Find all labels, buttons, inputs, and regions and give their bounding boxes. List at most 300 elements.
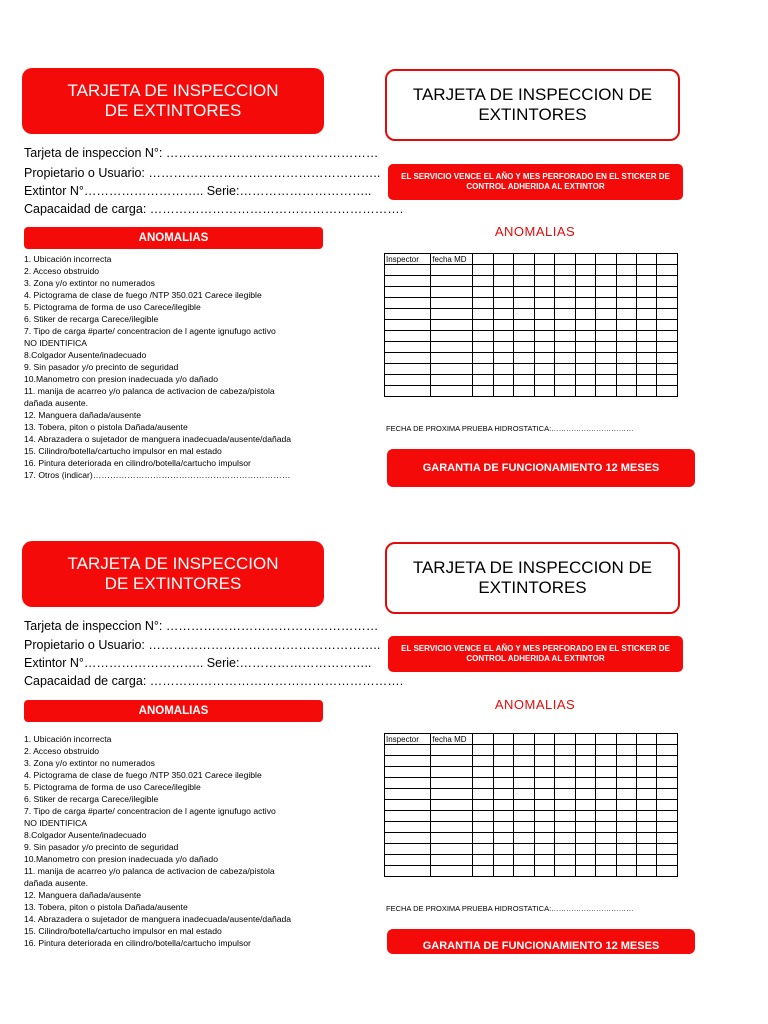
table-cell — [431, 287, 473, 298]
table-cell — [493, 833, 513, 844]
table-cell — [575, 320, 595, 331]
table-cell — [616, 298, 636, 309]
table-cell — [616, 745, 636, 756]
table-cell — [616, 756, 636, 767]
table-cell — [575, 811, 595, 822]
table-cell — [514, 789, 534, 800]
table-cell — [596, 855, 616, 866]
table-cell — [596, 800, 616, 811]
table-cell — [596, 331, 616, 342]
table-cell — [493, 276, 513, 287]
table-cell — [637, 778, 657, 789]
table-cell — [493, 789, 513, 800]
list-item: dañada ausente. — [24, 878, 89, 888]
left-title-banner — [22, 541, 324, 607]
table-cell — [385, 800, 431, 811]
list-item: 2. Acceso obstruido — [24, 266, 100, 276]
table-cell — [473, 320, 493, 331]
list-item: 2. Acceso obstruido — [24, 746, 100, 756]
table-cell — [637, 756, 657, 767]
table-cell — [473, 353, 493, 364]
list-item: 5. Pictograma de forma de uso Carece/ilegible — [24, 782, 201, 792]
table-cell — [431, 386, 473, 397]
table-cell — [385, 276, 431, 287]
table-cell — [514, 276, 534, 287]
table-cell — [514, 756, 534, 767]
table-cell — [534, 309, 554, 320]
list-item: dañada ausente. — [24, 398, 89, 408]
table-cell — [555, 375, 575, 386]
table-cell — [385, 342, 431, 353]
table-cell — [514, 833, 534, 844]
table-cell — [555, 287, 575, 298]
anomalias-bar: ANOMALIAS — [24, 700, 323, 722]
table-cell — [555, 254, 575, 265]
table-cell — [534, 778, 554, 789]
table-cell — [575, 331, 595, 342]
table-cell — [616, 811, 636, 822]
table-row — [385, 353, 678, 364]
table-cell — [431, 811, 473, 822]
table-cell — [514, 375, 534, 386]
table-cell — [575, 298, 595, 309]
table-cell — [493, 855, 513, 866]
table-cell — [514, 265, 534, 276]
list-item: 7. Tipo de carga #parte/ concentracion de l agente ignufugo activo — [24, 326, 276, 336]
table-cell — [616, 833, 636, 844]
table-cell — [385, 265, 431, 276]
table-header-cell: Inspector — [385, 254, 431, 265]
table-cell — [493, 767, 513, 778]
table-cell — [657, 756, 678, 767]
list-item: 15. Cilindro/botella/cartucho impulsor en mal estado — [24, 446, 222, 456]
table-cell — [473, 745, 493, 756]
table-cell — [431, 866, 473, 877]
table-cell — [534, 254, 554, 265]
table-cell — [473, 833, 493, 844]
table-cell — [575, 375, 595, 386]
table-cell — [534, 386, 554, 397]
table-cell — [534, 822, 554, 833]
table-cell — [431, 309, 473, 320]
table-cell — [534, 276, 554, 287]
table-cell — [534, 287, 554, 298]
table-cell — [637, 745, 657, 756]
table-cell — [616, 309, 636, 320]
list-item: 6. Stiker de recarga Carece/ilegible — [24, 314, 159, 324]
table-cell — [657, 331, 678, 342]
table-cell — [596, 298, 616, 309]
table-cell — [473, 800, 493, 811]
table-cell — [493, 844, 513, 855]
table-cell — [431, 822, 473, 833]
table-cell — [385, 767, 431, 778]
table-cell — [385, 778, 431, 789]
table-cell — [637, 844, 657, 855]
table-cell — [555, 364, 575, 375]
table-cell — [616, 844, 636, 855]
table-cell — [637, 822, 657, 833]
table-row — [385, 265, 678, 276]
table-cell — [493, 756, 513, 767]
list-item: NO IDENTIFICA — [24, 818, 88, 828]
table-cell — [637, 364, 657, 375]
table-cell — [555, 800, 575, 811]
table-cell — [534, 855, 554, 866]
table-cell — [575, 844, 595, 855]
table-cell — [514, 800, 534, 811]
table-cell — [657, 778, 678, 789]
table-cell — [514, 866, 534, 877]
table-cell — [555, 276, 575, 287]
list-item: 3. Zona y/o extintor no numerados — [24, 758, 155, 768]
list-item: 11. manija de acarreo y/o palanca de activacion de cabeza/pistola — [24, 386, 275, 396]
table-header-cell: fecha MD — [431, 734, 473, 745]
table-cell — [596, 844, 616, 855]
table-row — [385, 833, 678, 844]
table-cell — [575, 756, 595, 767]
table-cell — [555, 342, 575, 353]
field-propietario: Propietario o Usuario: ……………………………………………….. — [24, 166, 381, 180]
table-cell — [657, 353, 678, 364]
right-title-box — [385, 69, 680, 141]
table-cell — [596, 756, 616, 767]
table-cell — [385, 855, 431, 866]
table-cell — [534, 342, 554, 353]
table-cell — [385, 386, 431, 397]
table-cell — [493, 265, 513, 276]
field-tarjeta: Tarjeta de inspeccion N°: …………………………………………… — [24, 146, 379, 160]
table-cell — [637, 866, 657, 877]
guarantee-banner: GARANTIA DE FUNCIONAMIENTO 12 MESES — [387, 449, 695, 487]
guarantee-banner: GARANTIA DE FUNCIONAMIENTO 12 MESES — [387, 929, 695, 954]
table-cell — [514, 364, 534, 375]
list-item: NO IDENTIFICA — [24, 338, 88, 348]
table-cell — [385, 866, 431, 877]
table-row — [385, 822, 678, 833]
table-cell — [493, 364, 513, 375]
table-cell — [596, 309, 616, 320]
table-cell — [555, 320, 575, 331]
table-cell — [555, 756, 575, 767]
table-cell — [575, 254, 595, 265]
left-title: TARJETA DE INSPECCION DE EXTINTORES — [67, 554, 279, 593]
table-cell — [431, 276, 473, 287]
field-propietario: Propietario o Usuario: ……………………………………………….. — [24, 638, 381, 652]
table-cell — [493, 375, 513, 386]
list-item: 3. Zona y/o extintor no numerados — [24, 278, 155, 288]
table-cell — [657, 866, 678, 877]
table-cell — [596, 767, 616, 778]
table-cell — [555, 844, 575, 855]
table-cell — [514, 386, 534, 397]
table-cell — [575, 342, 595, 353]
table-cell — [473, 811, 493, 822]
table-cell — [534, 320, 554, 331]
table-cell — [431, 331, 473, 342]
table-cell — [493, 800, 513, 811]
table-cell — [493, 298, 513, 309]
table-cell — [637, 375, 657, 386]
table-cell — [637, 254, 657, 265]
table-cell — [616, 320, 636, 331]
table-cell — [596, 866, 616, 877]
list-item: 12. Manguera dañada/ausente — [24, 890, 142, 900]
field-extintor: Extintor N°……………………….. Serie:………………………….. — [24, 184, 372, 198]
table-cell — [514, 855, 534, 866]
table-cell — [493, 287, 513, 298]
table-cell — [493, 386, 513, 397]
table-cell — [596, 353, 616, 364]
table-cell — [657, 811, 678, 822]
list-item: 13. Tobera, piton o pistola Dañada/ausente — [24, 902, 188, 912]
table-cell — [493, 734, 513, 745]
list-item: 7. Tipo de carga #parte/ concentracion de l agente ignufugo activo — [24, 806, 276, 816]
table-cell — [514, 309, 534, 320]
table-cell — [555, 353, 575, 364]
table-cell — [657, 844, 678, 855]
table-cell — [596, 789, 616, 800]
table-cell — [385, 745, 431, 756]
right-title: TARJETA DE INSPECCION DE EXTINTORES — [412, 85, 653, 124]
table-cell — [657, 386, 678, 397]
table-row — [385, 254, 678, 265]
table-cell — [473, 298, 493, 309]
table-cell — [637, 287, 657, 298]
table-cell — [534, 800, 554, 811]
table-cell — [555, 386, 575, 397]
table-cell — [514, 342, 534, 353]
table-cell — [555, 745, 575, 756]
page-bottom-margin — [0, 954, 768, 1024]
table-cell — [431, 789, 473, 800]
list-item: 17. Otros (indicar)…………………………………………………………… — [24, 470, 291, 480]
table-cell — [493, 254, 513, 265]
table-cell — [473, 866, 493, 877]
table-cell — [575, 745, 595, 756]
list-item: 15. Cilindro/botella/cartucho impulsor en mal estado — [24, 926, 222, 936]
table-cell — [596, 745, 616, 756]
table-cell — [596, 386, 616, 397]
table-cell — [534, 833, 554, 844]
anomalias-heading: ANOMALIAS — [494, 697, 576, 712]
table-cell — [637, 811, 657, 822]
table-cell — [473, 287, 493, 298]
table-cell — [431, 375, 473, 386]
table-cell — [534, 265, 554, 276]
table-cell — [534, 756, 554, 767]
table-row — [385, 287, 678, 298]
table-cell — [637, 789, 657, 800]
table-cell — [657, 800, 678, 811]
inspection-table — [384, 733, 678, 877]
table-cell — [473, 254, 493, 265]
table-cell — [575, 778, 595, 789]
table-cell — [534, 734, 554, 745]
table-cell — [534, 745, 554, 756]
table-cell — [493, 353, 513, 364]
table-cell — [637, 320, 657, 331]
table-cell — [616, 800, 636, 811]
list-item: 5. Pictograma de forma de uso Carece/ilegible — [24, 302, 201, 312]
list-item: 4. Pictograma de clase de fuego /NTP 350.021 Carece ilegible — [24, 290, 262, 300]
table-cell — [616, 342, 636, 353]
table-cell — [555, 855, 575, 866]
table-cell — [514, 331, 534, 342]
table-cell — [637, 386, 657, 397]
table-cell — [555, 265, 575, 276]
table-cell — [514, 822, 534, 833]
table-row — [385, 309, 678, 320]
table-cell — [657, 822, 678, 833]
table-cell — [616, 331, 636, 342]
table-cell — [385, 320, 431, 331]
table-cell — [657, 287, 678, 298]
table-cell — [473, 822, 493, 833]
table-cell — [534, 844, 554, 855]
table-cell — [473, 734, 493, 745]
table-cell — [596, 287, 616, 298]
table-cell — [534, 353, 554, 364]
list-item: 10.Manometro con presion inadecuada y/o dañado — [24, 374, 218, 384]
hydrostatic-date: FECHA DE PROXIMA PRUEBA HIDROSTATICA:…………………………… — [386, 904, 634, 913]
table-row — [385, 767, 678, 778]
table-cell — [473, 386, 493, 397]
expiry-notice — [388, 164, 683, 200]
list-item: 16. Pintura deteriorada en cilindro/botella/cartucho impulsor — [24, 458, 251, 468]
table-cell — [431, 364, 473, 375]
table-cell — [555, 833, 575, 844]
table-cell — [596, 811, 616, 822]
table-cell — [385, 789, 431, 800]
table-cell — [473, 789, 493, 800]
table-cell — [657, 855, 678, 866]
list-item: 14. Abrazadera o sujetador de manguera inadecuada/ausente/dañada — [24, 914, 292, 924]
expiry-notice-text: EL SERVICIO VENCE EL AÑO Y MES PERFORADO EN EL STICKER DE CONTROL ADHERIDA AL EXTINTOR — [401, 644, 670, 663]
table-cell — [514, 844, 534, 855]
table-cell — [657, 734, 678, 745]
table-cell — [575, 276, 595, 287]
table-cell — [616, 254, 636, 265]
table-cell — [637, 833, 657, 844]
right-title-box — [385, 542, 680, 614]
table-cell — [385, 309, 431, 320]
table-cell — [637, 855, 657, 866]
table-cell — [514, 734, 534, 745]
table-cell — [385, 756, 431, 767]
table-cell — [493, 822, 513, 833]
list-item: 9. Sin pasador y/o precinto de seguridad — [24, 842, 179, 852]
table-row — [385, 800, 678, 811]
table-row — [385, 811, 678, 822]
table-cell — [534, 811, 554, 822]
table-cell — [431, 756, 473, 767]
table-cell — [616, 778, 636, 789]
table-cell — [657, 320, 678, 331]
table-cell — [616, 855, 636, 866]
table-cell — [616, 767, 636, 778]
table-cell — [431, 265, 473, 276]
table-cell — [514, 320, 534, 331]
table-cell — [534, 767, 554, 778]
table-cell — [555, 822, 575, 833]
anomalias-heading: ANOMALIAS — [494, 224, 576, 239]
table-cell — [534, 364, 554, 375]
anomalias-bar: ANOMALIAS — [24, 227, 323, 249]
table-cell — [514, 254, 534, 265]
table-cell — [575, 822, 595, 833]
table-cell — [596, 364, 616, 375]
table-cell — [616, 789, 636, 800]
table-cell — [385, 364, 431, 375]
list-item: 9. Sin pasador y/o precinto de seguridad — [24, 362, 179, 372]
table-cell — [514, 811, 534, 822]
table-cell — [616, 822, 636, 833]
table-cell — [657, 298, 678, 309]
left-title: TARJETA DE INSPECCION DE EXTINTORES — [67, 81, 279, 120]
table-cell — [575, 386, 595, 397]
table-cell — [473, 756, 493, 767]
table-row — [385, 745, 678, 756]
table-cell — [657, 789, 678, 800]
table-cell — [657, 364, 678, 375]
table-cell — [657, 265, 678, 276]
table-cell — [616, 866, 636, 877]
table-cell — [555, 331, 575, 342]
table-cell — [637, 265, 657, 276]
list-item: 11. manija de acarreo y/o palanca de activacion de cabeza/pistola — [24, 866, 275, 876]
table-cell — [473, 309, 493, 320]
expiry-notice-text: EL SERVICIO VENCE EL AÑO Y MES PERFORADO EN EL STICKER DE CONTROL ADHERIDA AL EXTINTOR — [401, 172, 670, 191]
table-cell — [657, 833, 678, 844]
list-item: 10.Manometro con presion inadecuada y/o dañado — [24, 854, 218, 864]
table-cell — [575, 309, 595, 320]
right-title: TARJETA DE INSPECCION DE EXTINTORES — [412, 558, 653, 597]
table-cell — [657, 745, 678, 756]
table-row — [385, 866, 678, 877]
table-cell — [473, 276, 493, 287]
table-cell — [493, 309, 513, 320]
table-cell — [493, 745, 513, 756]
field-extintor: Extintor N°……………………….. Serie:………………………….. — [24, 656, 372, 670]
table-row — [385, 331, 678, 342]
field-tarjeta: Tarjeta de inspeccion N°: …………………………………………… — [24, 619, 379, 633]
table-row — [385, 855, 678, 866]
table-cell — [473, 364, 493, 375]
list-item: 1. Ubicación incorrecta — [24, 254, 112, 264]
table-cell — [555, 734, 575, 745]
table-cell — [534, 789, 554, 800]
table-cell — [514, 298, 534, 309]
table-cell — [493, 866, 513, 877]
table-cell — [575, 855, 595, 866]
table-cell — [616, 364, 636, 375]
table-cell — [473, 265, 493, 276]
table-cell — [637, 767, 657, 778]
table-row — [385, 756, 678, 767]
table-row — [385, 320, 678, 331]
list-item: 1. Ubicación incorrecta — [24, 734, 112, 744]
table-cell — [493, 320, 513, 331]
field-capacidad: Capacaidad de carga: ……………………………………………………. — [24, 202, 404, 216]
table-cell — [616, 386, 636, 397]
table-cell — [596, 833, 616, 844]
table-cell — [534, 375, 554, 386]
table-cell — [616, 276, 636, 287]
table-cell — [657, 375, 678, 386]
table-cell — [575, 767, 595, 778]
table-cell — [657, 342, 678, 353]
